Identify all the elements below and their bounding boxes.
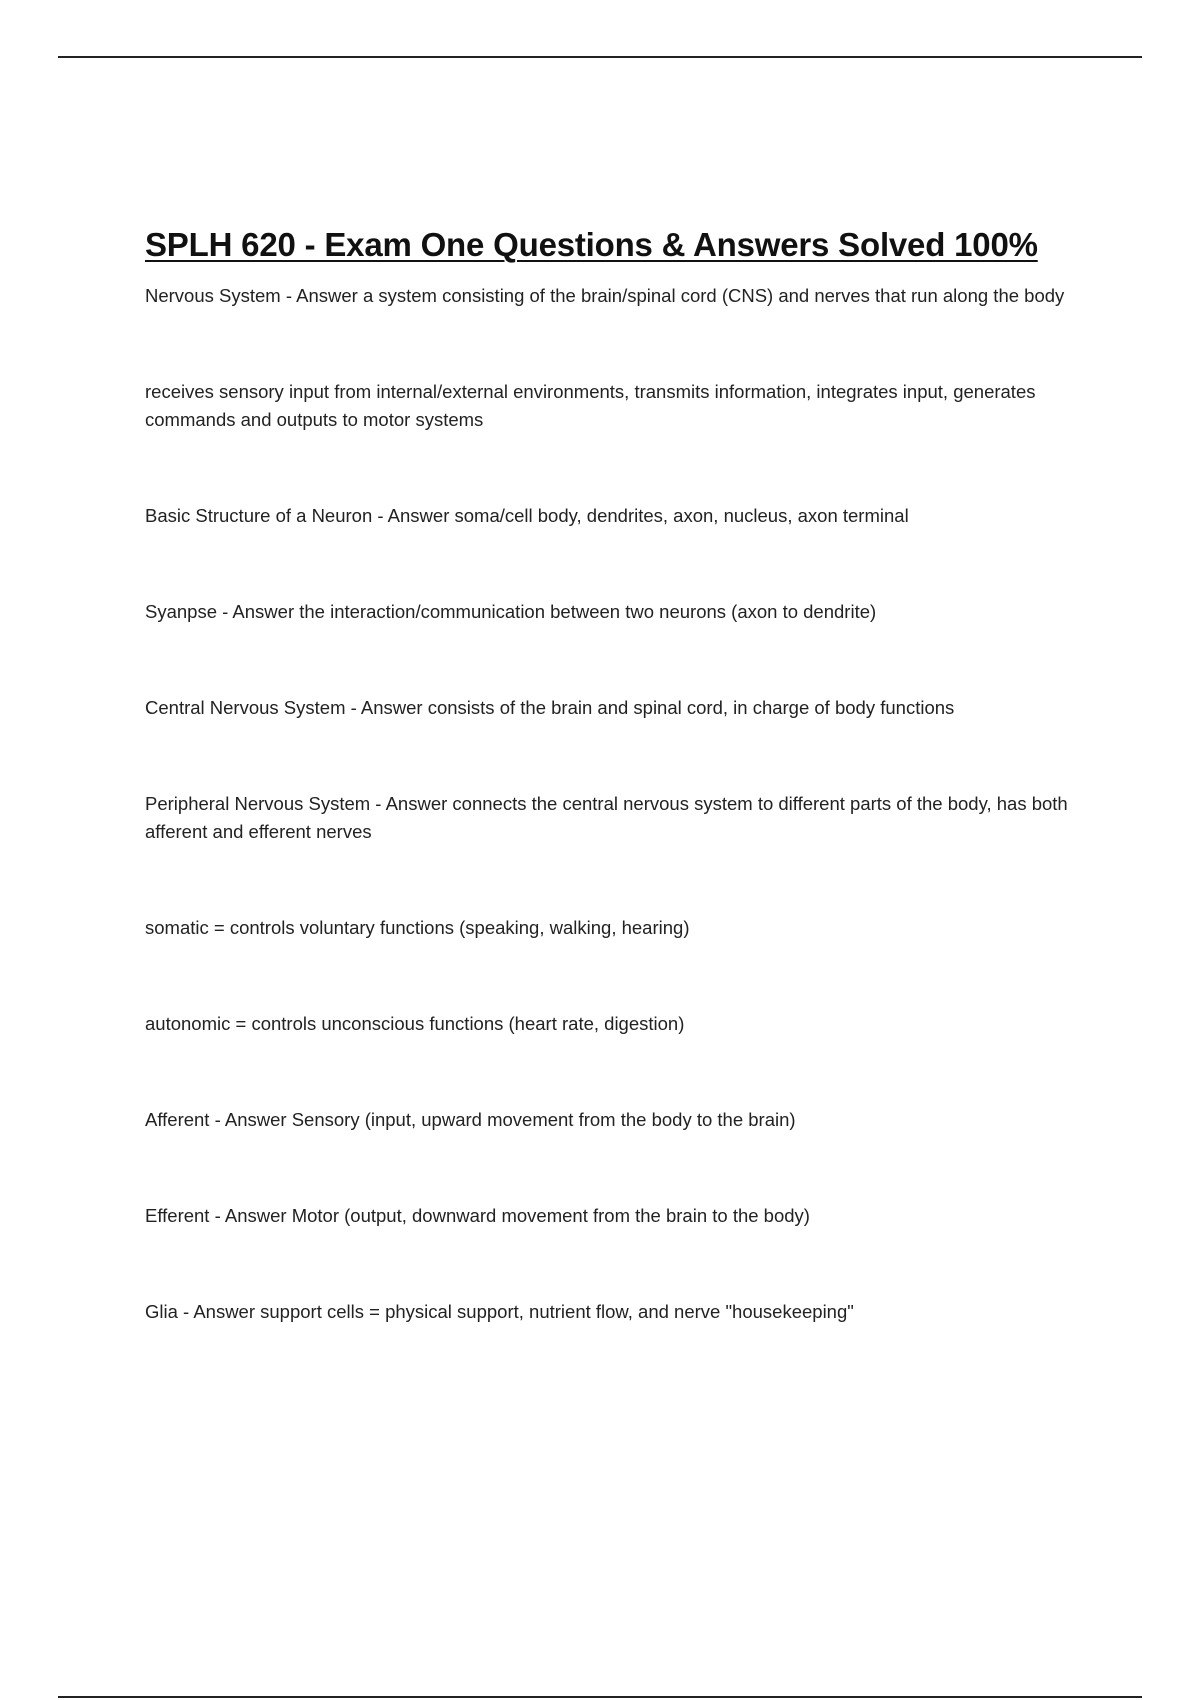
qa-entry: Nervous System - Answer a system consisting of the brain/spinal cord (CNS) and nerves that run along the body [145,285,1065,306]
qa-entry: somatic = controls voluntary functions (speaking, walking, hearing) [145,917,690,938]
qa-entry: Syanpse - Answer the interaction/communication between two neurons (axon to dendrite) [145,601,877,622]
qa-entry: Central Nervous System - Answer consists of the brain and spinal cord, in charge of body functions [145,697,955,718]
qa-list [145,282,1095,1326]
qa-entry: Efferent - Answer Motor (output, downward movement from the brain to the body) [145,1205,810,1226]
document-title: SPLH 620 - Exam One Questions & Answers Solved 100% [145,226,1038,263]
qa-entry: Peripheral Nervous System - Answer connects the central nervous system to different parts of the body, has both afferent and efferent nerves [145,793,1068,842]
qa-entry: Glia - Answer support cells = physical support, nutrient flow, and nerve "housekeeping" [145,1301,854,1322]
qa-entry: autonomic = controls unconscious functions (heart rate, digestion) [145,1013,685,1034]
qa-entry: Afferent - Answer Sensory (input, upward movement from the body to the brain) [145,1109,796,1130]
document-body [145,226,1095,1326]
footer-rule [58,1696,1142,1698]
header-rule [58,56,1142,58]
qa-entry: receives sensory input from internal/external environments, transmits information, integrates input, generates commands and outputs to motor systems [145,381,1036,430]
qa-entry: Basic Structure of a Neuron - Answer soma/cell body, dendrites, axon, nucleus, axon terminal [145,505,909,526]
